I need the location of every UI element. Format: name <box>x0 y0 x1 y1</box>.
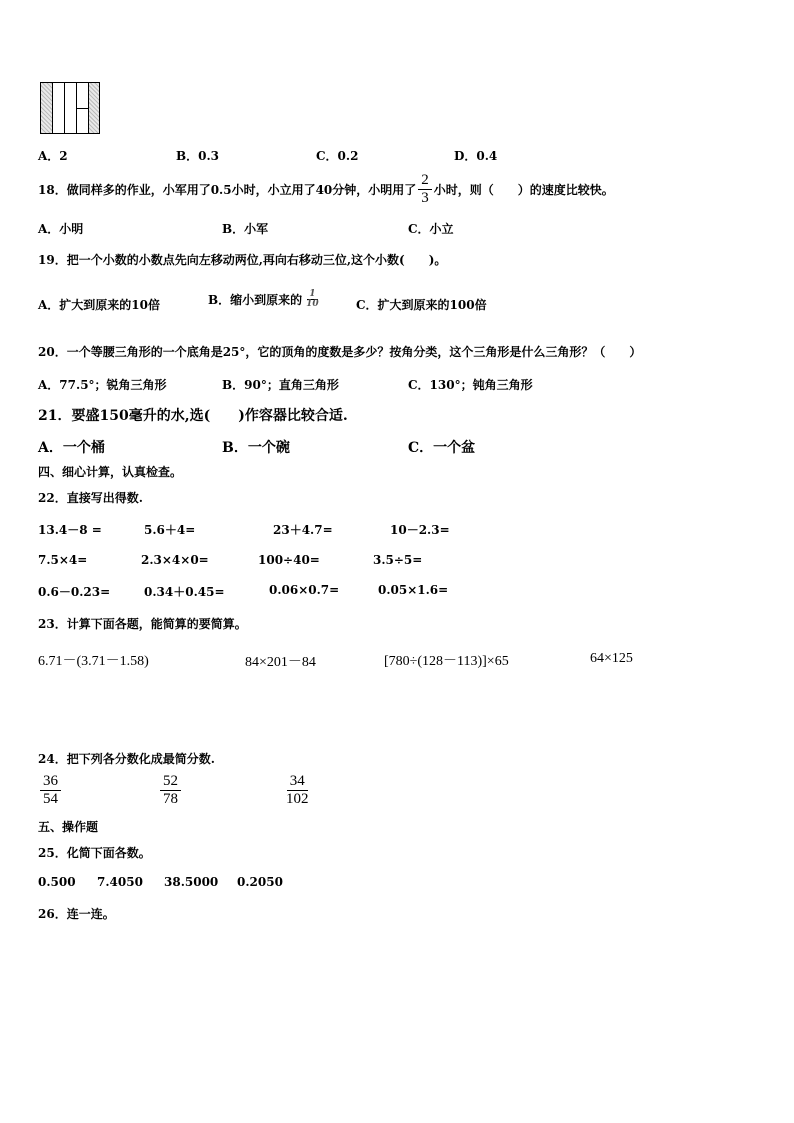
shaded-strip-2 <box>89 83 99 133</box>
q24-title: 24．把下列各分数化成最简分数. <box>38 752 215 766</box>
q24-fraction <box>40 773 61 808</box>
q22-item: 7.5×4= <box>38 553 88 567</box>
q23-expr: 6.71－(3.71－1.58) <box>38 654 149 669</box>
q23-expr: 64×125 <box>590 651 633 666</box>
q18-text-after: 小时，则（ ）的速度比较快。 <box>433 183 614 197</box>
q24-frac-num: 34 <box>287 773 308 791</box>
q25-number: 0.2050 <box>237 875 283 889</box>
q19-option-b[interactable] <box>208 290 323 309</box>
q24-fraction <box>160 773 181 808</box>
q17-option-b[interactable]: B．0.3 <box>176 149 220 163</box>
section-5-heading: 五、操作题 <box>38 820 99 834</box>
q24-frac-den: 78 <box>163 791 178 807</box>
q25-title: 25．化简下面各数。 <box>38 846 151 860</box>
q20-option-c[interactable]: C．130°；钝角三角形 <box>408 378 533 392</box>
q19-option-c[interactable]: C．扩大到原来的100倍 <box>356 298 487 312</box>
q17-option-d[interactable]: D．0.4 <box>454 149 498 163</box>
q22-item: 0.05×1.6= <box>378 583 449 597</box>
q24-fraction <box>283 773 312 808</box>
shaded-strip-1 <box>41 83 53 133</box>
q22-title: 22．直接写出得数. <box>38 491 143 505</box>
q19-frac-den: 10 <box>306 299 319 309</box>
q22-item: 100÷40= <box>258 553 320 567</box>
q22-item: 10－2.3= <box>390 523 450 537</box>
q18-text-before: 18．做同样多的作业，小军用了0.5小时，小立用了40分钟，小明用了 <box>38 183 417 197</box>
q24-frac-den: 102 <box>286 791 309 807</box>
q22-item: 0.34＋0.45= <box>144 585 225 599</box>
q23-expr: 84×201－84 <box>245 655 316 670</box>
q17-option-a[interactable]: A．2 <box>38 149 68 163</box>
rectangle-fraction-figure <box>40 82 100 134</box>
q24-frac-num: 36 <box>40 773 61 791</box>
q23-expr: [780÷(128－113)]×65 <box>384 654 509 669</box>
q22-item: 13.4－8 = <box>38 523 102 537</box>
q25-number: 7.4050 <box>97 875 143 889</box>
q21-question: 21．要盛150毫升的水,选( )作容器比较合适. <box>38 408 348 424</box>
q21-option-c[interactable]: C．一个盆 <box>408 440 476 456</box>
q21-option-a[interactable]: A．一个桶 <box>38 440 105 456</box>
q18-question <box>38 172 614 207</box>
q20-option-a[interactable]: A．77.5°；锐角三角形 <box>38 378 167 392</box>
q22-item: 2.3×4×0= <box>141 553 209 567</box>
q22-item: 23＋4.7= <box>273 523 333 537</box>
q23-title: 23．计算下面各题，能简算的要简算。 <box>38 617 247 631</box>
q20-option-b[interactable]: B．90°；直角三角形 <box>222 378 339 392</box>
q19-frac-num: 1 <box>309 289 316 299</box>
q19-option-a[interactable]: A．扩大到原来的10倍 <box>38 298 161 312</box>
q22-item: 3.5÷5= <box>373 553 423 567</box>
q18-frac-den: 3 <box>421 190 429 206</box>
q25-number: 0.500 <box>38 875 76 889</box>
q19-option-b-fraction <box>304 290 321 309</box>
q22-item: 0.06×0.7= <box>269 583 340 597</box>
q18-option-c[interactable]: C．小立 <box>408 222 454 236</box>
blank-strip-3 <box>77 83 89 133</box>
q21-option-b[interactable]: B．一个碗 <box>222 440 290 456</box>
section-4-heading: 四、细心计算，认真检查。 <box>38 465 183 479</box>
q22-item: 0.6－0.23= <box>38 585 111 599</box>
blank-strip-2 <box>65 83 77 133</box>
q18-option-b[interactable]: B．小军 <box>222 222 269 236</box>
q18-frac-num: 2 <box>418 172 432 190</box>
q24-frac-den: 54 <box>43 791 58 807</box>
q18-option-a[interactable]: A．小明 <box>38 222 84 236</box>
q22-item: 5.6＋4= <box>144 523 196 537</box>
q25-number: 38.5000 <box>164 875 219 889</box>
q17-option-c[interactable]: C．0.2 <box>316 149 359 163</box>
blank-strip-1 <box>53 83 65 133</box>
q26-title: 26．连一连。 <box>38 907 115 921</box>
q19-question: 19．把一个小数的小数点先向左移动两位,再向右移动三位,这个小数( )。 <box>38 253 447 267</box>
q24-frac-num: 52 <box>160 773 181 791</box>
q18-fraction <box>418 172 432 207</box>
q20-question: 20．一个等腰三角形的一个底角是25°，它的顶角的度数是多少？按角分类，这个三角形是什么三角形？（ ） <box>38 345 642 359</box>
q19-option-b-text: B．缩小到原来的 <box>208 293 303 307</box>
